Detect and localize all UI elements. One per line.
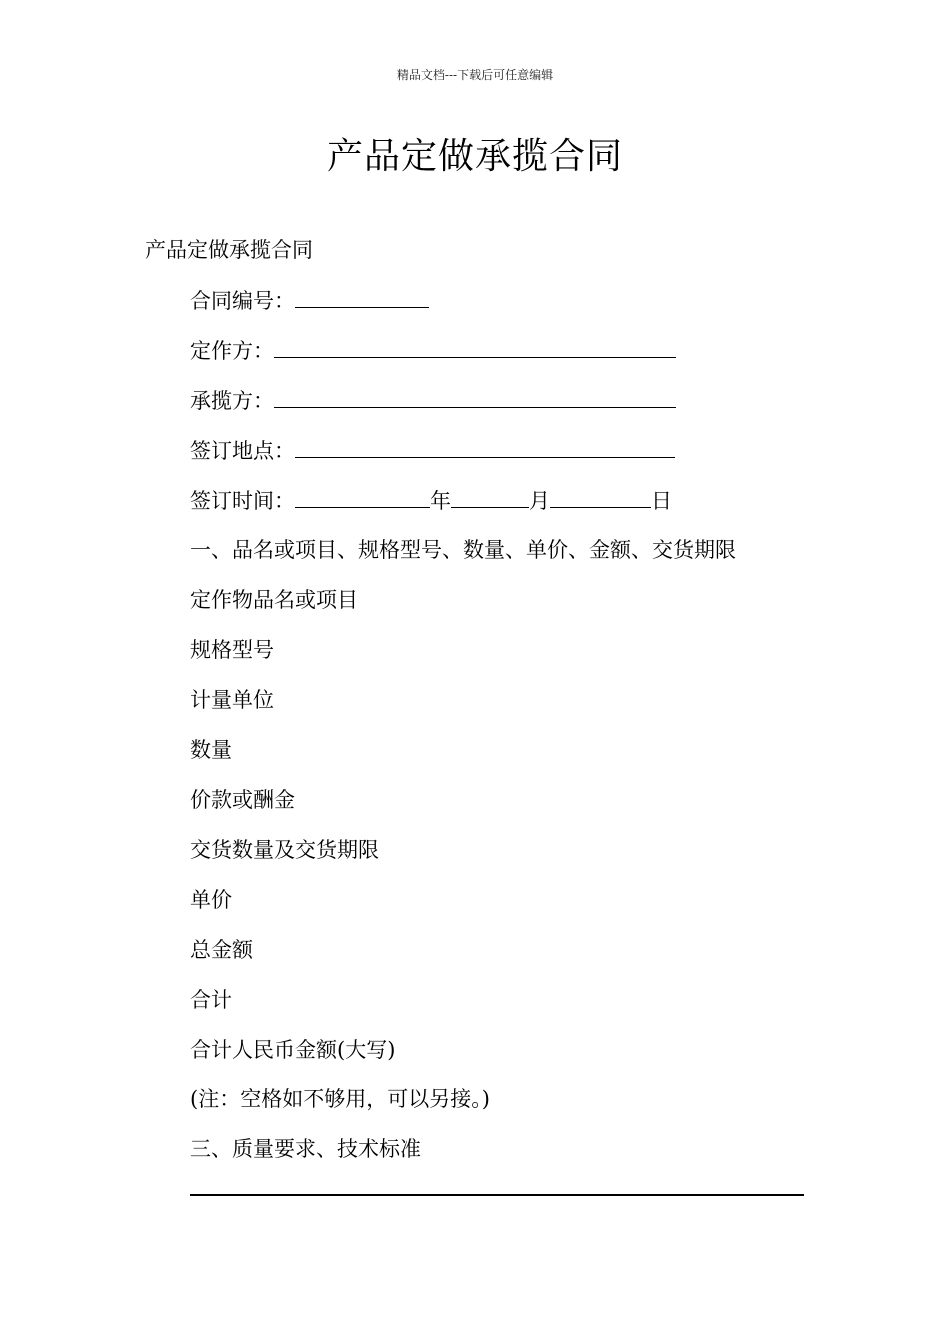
orderer-blank[interactable] — [274, 337, 676, 358]
orderer-field — [190, 337, 676, 364]
contract-no-blank[interactable] — [295, 287, 429, 308]
contractor-label: 承揽方： — [190, 389, 274, 413]
day-label: 日 — [651, 489, 672, 513]
sign-time-label: 签订时间： — [190, 489, 295, 513]
item-spec: 规格型号 — [190, 638, 274, 662]
month-blank[interactable] — [451, 487, 529, 508]
fill-in-rule[interactable] — [190, 1194, 804, 1196]
month-label: 月 — [529, 489, 550, 513]
contractor-blank[interactable] — [274, 387, 676, 408]
item-total-rmb: 合计人民币金额(大写) — [190, 1038, 396, 1062]
sign-place-blank[interactable] — [295, 437, 675, 458]
document-title: 产品定做承揽合同 — [326, 136, 623, 177]
section-1-heading: 一、品名或项目、规格型号、数量、单价、金额、交货期限 — [190, 538, 736, 562]
item-unit: 计量单位 — [190, 688, 274, 712]
item-name: 定作物品名或项目 — [190, 588, 358, 612]
intro-line: 产品定做承揽合同 — [145, 238, 313, 262]
day-blank[interactable] — [550, 487, 651, 508]
year-label: 年 — [430, 489, 451, 513]
header-note: 精品文档---下载后可任意编辑 — [396, 68, 554, 82]
item-delivery: 交货数量及交货期限 — [190, 838, 379, 862]
item-unit-price: 单价 — [190, 888, 232, 912]
year-blank[interactable] — [295, 487, 430, 508]
item-total-amount: 总金额 — [190, 938, 253, 962]
contractor-field — [190, 387, 676, 414]
item-price-or-fee: 价款或酬金 — [190, 788, 295, 812]
section-3-heading: 三、质量要求、技术标准 — [190, 1137, 421, 1161]
contract-no-label: 合同编号： — [190, 289, 295, 313]
sign-place-label: 签订地点： — [190, 439, 295, 463]
contract-no-field — [190, 287, 429, 314]
sign-place-field — [190, 437, 675, 464]
item-subtotal: 合计 — [190, 988, 232, 1012]
sign-time-field — [190, 487, 672, 514]
orderer-label: 定作方： — [190, 339, 274, 363]
note-line: (注：空格如不够用，可以另接。) — [190, 1087, 490, 1111]
item-quantity: 数量 — [190, 738, 232, 762]
